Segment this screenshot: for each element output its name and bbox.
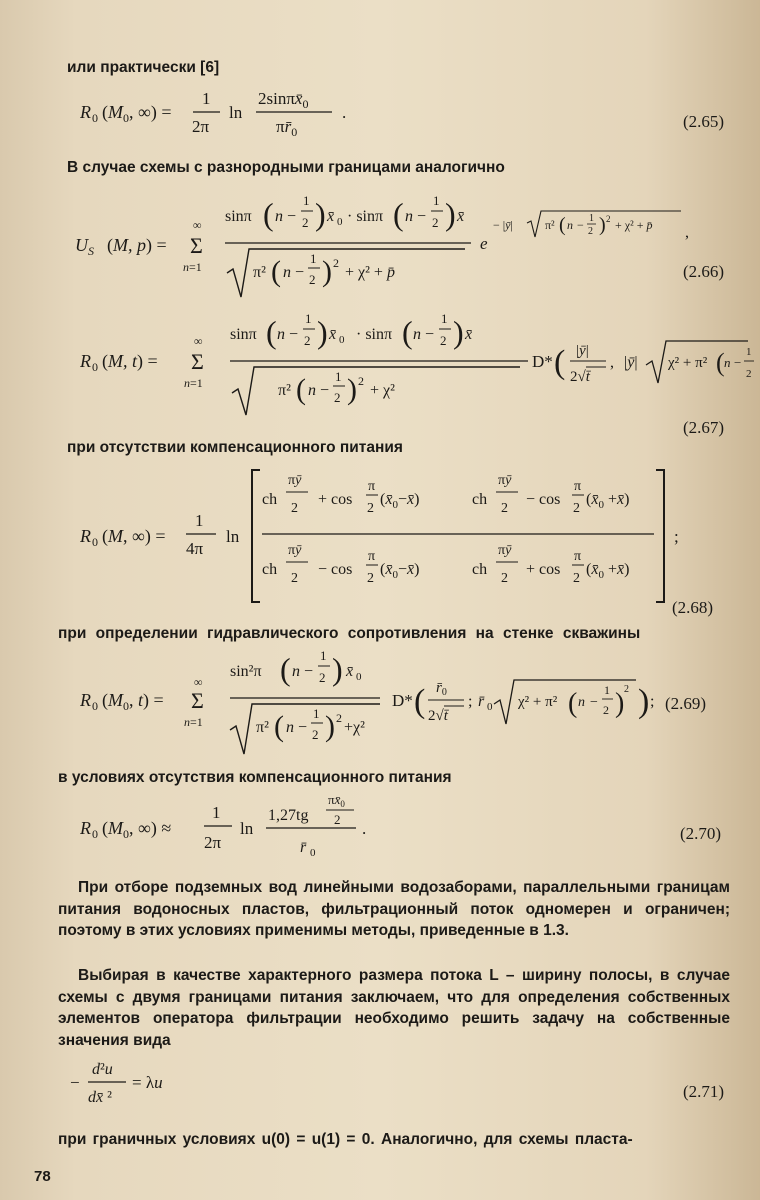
svg-text:2: 2 (367, 501, 374, 516)
svg-text:): ) (445, 196, 456, 232)
svg-text:2: 2 (291, 571, 298, 586)
svg-text:2: 2 (432, 215, 439, 230)
svg-text:−: − (70, 1073, 80, 1092)
svg-text:n: n (578, 695, 585, 710)
svg-text:2: 2 (501, 501, 508, 516)
svg-text:π²: π² (545, 218, 555, 232)
svg-text:2: 2 (336, 711, 342, 725)
svg-text:2: 2 (603, 703, 609, 717)
equation-2-67 (80, 305, 760, 420)
svg-text:): ) (599, 214, 606, 236)
svg-text:0: 0 (337, 216, 343, 228)
svg-text:): ) (347, 373, 357, 406)
svg-text:2: 2 (304, 333, 311, 348)
equation-2-69 (80, 646, 680, 764)
svg-text:.: . (342, 103, 347, 122)
svg-text:−: − (289, 326, 299, 343)
svg-text:+ cos: + cos (318, 491, 353, 508)
svg-text:.: . (362, 819, 367, 838)
svg-text:π: π (368, 479, 376, 494)
equation-number-2-65: (2.65) (683, 112, 725, 131)
svg-text:Σ: Σ (191, 688, 204, 713)
svg-text:π: π (574, 549, 582, 564)
svg-text:π: π (574, 479, 582, 494)
svg-text:(M, ∞) =: (M, ∞) = (102, 526, 166, 546)
svg-text:D*: D* (532, 352, 553, 371)
svg-text:1: 1 (746, 346, 752, 358)
svg-text:0: 0 (356, 671, 362, 683)
svg-text:−: − (417, 208, 427, 225)
svg-text:0: 0 (92, 827, 98, 841)
svg-text:(x̄0−x̄): $(x̄_0-x̄)$ (380, 561, 420, 581)
svg-text:D*: D* (392, 691, 413, 710)
svg-text:ch: ch (472, 561, 488, 578)
equation-2-68 (80, 462, 700, 610)
svg-text:sinπ: sinπ (230, 326, 257, 343)
svg-text:−: − (287, 208, 297, 225)
equation-2-67-tail (740, 340, 760, 390)
svg-text:2: 2 (302, 215, 309, 230)
svg-text:· sinπ: · sinπ (356, 326, 393, 343)
svg-text:n: n (567, 218, 573, 232)
svg-text:(: ( (271, 255, 281, 288)
text-line-no-compensation-2: в условиях отсутствия компенсационного питания (58, 769, 452, 786)
svg-text:2: 2 (501, 571, 508, 586)
svg-text:(: ( (559, 214, 566, 236)
svg-text:x̄: x̄ (327, 208, 335, 225)
svg-text:ln: ln (226, 527, 240, 546)
svg-text:(M0, ∞) =: ($M_0$, ∞) = (102, 102, 172, 125)
svg-text:e: e (480, 234, 488, 253)
text-line-heterogeneous: В случае схемы с разнородными границами аналогично (67, 159, 505, 176)
svg-text:2: 2 (440, 333, 447, 348)
svg-text:+ χ²: + χ² (370, 382, 395, 399)
svg-text:|ȳ|: |ȳ| (576, 343, 589, 359)
svg-text:): ) (325, 710, 335, 743)
svg-text:−: − (734, 355, 742, 370)
svg-text:−: − (425, 326, 435, 343)
svg-text:2: 2 (309, 272, 316, 287)
svg-text:r̄: r̄ (478, 693, 485, 710)
svg-text:(: ( (266, 314, 277, 350)
svg-text:2: 2 (588, 226, 593, 237)
svg-text:): ) (615, 688, 625, 719)
svg-text:1: 1 (202, 89, 211, 108)
svg-text:0: 0 (339, 334, 345, 346)
svg-text:2: 2 (358, 374, 364, 388)
equation-2-65 (80, 82, 380, 142)
svg-text:n=1: n=1 (184, 376, 203, 390)
svg-text:1,27tg: 1,27tg (268, 807, 309, 824)
svg-text:R: R (80, 526, 91, 546)
svg-text:χ² + π²: χ² + π² (668, 355, 708, 371)
svg-text:(: ( (414, 683, 426, 720)
svg-text:2: 2 (606, 214, 611, 224)
svg-text:,: , (685, 224, 689, 241)
svg-text:n: n (292, 663, 300, 680)
svg-text:− cos: − cos (318, 561, 353, 578)
svg-text:US: $U_S$ (75, 235, 94, 258)
svg-text:1: 1 (589, 213, 594, 224)
svg-text:): ) (332, 651, 343, 687)
svg-text:−: − (298, 719, 308, 736)
svg-text:1: 1 (305, 311, 312, 326)
svg-text:): ) (453, 314, 464, 350)
svg-text:(: ( (263, 196, 274, 232)
svg-text:(: ( (280, 651, 291, 687)
svg-text:π²: π² (253, 264, 266, 281)
svg-text:πx̄0: $\pi x̄_0$ (328, 792, 345, 809)
svg-text:): ) (317, 314, 328, 350)
svg-text:ch: ch (472, 491, 488, 508)
svg-text:− |ȳ|: − |ȳ| (493, 218, 513, 232)
svg-text:+ cos: + cos (526, 561, 561, 578)
svg-text:∞: ∞ (194, 675, 203, 689)
svg-text:ln: ln (229, 103, 243, 122)
svg-text:ln: ln (240, 819, 254, 838)
equation-number-2-66: (2.66) (683, 262, 725, 281)
svg-text:1: 1 (335, 369, 342, 384)
svg-text:+ χ² + p̄: + χ² + p̄ (345, 264, 395, 281)
svg-text:d²u: d²u (92, 1061, 113, 1078)
svg-text:ch: ch (262, 491, 278, 508)
svg-text:2: 2 (312, 727, 319, 742)
svg-text:;: ; (650, 693, 655, 710)
svg-text:∞: ∞ (194, 334, 203, 348)
svg-text:2: 2 (573, 501, 580, 516)
svg-text:2π: 2π (192, 117, 210, 136)
svg-text:− cos: − cos (526, 491, 561, 508)
svg-text:x̄: x̄ (329, 326, 337, 343)
svg-text:): ) (638, 683, 650, 720)
svg-text:2sinπx̄0: $2\sin\pi x̄_0$ (258, 89, 309, 111)
svg-text:0: 0 (310, 847, 316, 859)
svg-text:2: 2 (291, 501, 298, 516)
svg-text:πȳ: πȳ (288, 473, 302, 488)
svg-text:2: 2 (573, 571, 580, 586)
svg-text:n=1: n=1 (183, 260, 202, 274)
svg-text:(: ( (402, 314, 413, 350)
svg-text:r̄0: $r̄_0$ (436, 680, 447, 698)
text-line-no-compensation: при отсутствии компенсационного питания (67, 439, 403, 456)
svg-text:2: 2 (334, 390, 341, 405)
svg-text:−: − (295, 264, 305, 281)
svg-text:R: R (80, 351, 91, 371)
text-line-well-resistance: при определении гидравлического сопротивления на стенке скважины (58, 625, 641, 642)
svg-text:χ² + π²: χ² + π² (518, 694, 558, 710)
svg-text:1: 1 (310, 251, 317, 266)
svg-text:n: n (308, 382, 316, 399)
svg-text:1: 1 (604, 683, 610, 697)
svg-text:R: R (80, 102, 91, 122)
svg-text:πȳ: πȳ (498, 473, 512, 488)
svg-text:(x̄0−x̄): $(x̄_0-x̄)$ (380, 491, 420, 511)
equation-number-2-67: (2.67) (683, 418, 725, 437)
svg-text:n: n (286, 719, 294, 736)
svg-text:· sinπ: · sinπ (347, 208, 384, 225)
svg-text:sin²π: sin²π (230, 663, 262, 680)
svg-text:2: 2 (624, 684, 629, 695)
svg-text:n: n (275, 208, 283, 225)
svg-text:πȳ: πȳ (288, 543, 302, 558)
svg-text:(M, p) =: (M, p) = (107, 235, 167, 255)
svg-text:1: 1 (195, 511, 204, 530)
svg-text:(M0, ∞) ≈: ($M_0$, ∞) ≈ (102, 818, 172, 841)
svg-text:π²: π² (278, 382, 291, 399)
svg-text:1: 1 (433, 193, 440, 208)
page-number: 78 (34, 1168, 51, 1185)
equation-number-2-71: (2.71) (683, 1082, 725, 1101)
svg-text:2: 2 (367, 571, 374, 586)
svg-text:(: ( (568, 688, 578, 719)
svg-text:0: 0 (92, 699, 98, 713)
svg-text:2: 2 (319, 670, 326, 685)
equation-number-2-69: (2.69) (665, 694, 707, 713)
svg-text:x̄: x̄ (465, 326, 473, 343)
svg-text:n=1: n=1 (184, 715, 203, 729)
svg-text:(: ( (296, 373, 306, 406)
svg-text:4π: 4π (186, 539, 204, 558)
svg-text:2: 2 (334, 812, 341, 827)
svg-text:(x̄0 +x̄): ($x̄_0$ +x̄) (586, 561, 630, 581)
svg-text:|ȳ|: |ȳ| (624, 354, 638, 371)
svg-text:;: ; (674, 527, 679, 546)
svg-text:(: ( (554, 344, 566, 381)
svg-text:): ) (322, 255, 332, 288)
svg-text:1: 1 (441, 311, 448, 326)
svg-text:−: − (320, 382, 330, 399)
svg-text:0: 0 (92, 360, 98, 374)
svg-text:0: 0 (92, 535, 98, 549)
svg-text:2: 2 (333, 256, 339, 270)
text-line-boundary-conditions: при граничных условиях u(0) = u(1) = 0. Аналогично, для схемы пласта- (58, 1131, 633, 1148)
svg-text:+χ²: +χ² (344, 719, 365, 736)
svg-text:(M0, t) =: ($M_0$, t) = (102, 690, 164, 713)
svg-text:πȳ: πȳ (498, 543, 512, 558)
svg-text:1: 1 (313, 706, 320, 721)
svg-text:ch: ch (262, 561, 278, 578)
svg-text:Σ: Σ (191, 349, 204, 374)
svg-text:2√t̄: 2√t̄ (428, 708, 448, 724)
equation-number-2-70: (2.70) (680, 824, 722, 843)
svg-text:= λu: = λu (132, 1073, 163, 1092)
svg-text:n: n (413, 326, 421, 343)
svg-text:−: − (577, 218, 584, 232)
equation-2-66 (75, 185, 715, 305)
svg-text:−: − (304, 663, 314, 680)
svg-text:−: − (590, 695, 598, 710)
svg-text:0: 0 (92, 111, 98, 125)
svg-text:R: R (80, 818, 91, 838)
svg-text:0: 0 (487, 701, 493, 713)
equation-2-71 (70, 1052, 230, 1116)
paragraph-eigenvalue-problem: Выбирая в качестве характерного размера потока L – ширину полосы, в случае схемы с двумя границами питания заключаем, что для определения собственных элементов оператора фильтрации необходимо решить задачу на собственные значения вида (58, 967, 730, 1049)
svg-text:2: 2 (746, 368, 752, 380)
svg-text:n: n (283, 264, 291, 281)
svg-text:n: n (405, 208, 413, 225)
svg-text:(: ( (274, 710, 284, 743)
svg-text:+ χ² + p̄: + χ² + p̄ (615, 218, 653, 232)
svg-text:(M, t) =: (M, t) = (102, 351, 158, 371)
svg-text:R: R (80, 690, 91, 710)
svg-text:(x̄0 +x̄): ($x̄_0$ +x̄) (586, 491, 630, 511)
svg-text:Σ: Σ (190, 233, 203, 258)
svg-text:n: n (724, 355, 731, 370)
equation-number-2-68: (2.68) (672, 598, 714, 617)
svg-text:(: ( (393, 196, 404, 232)
svg-text:n: n (277, 326, 285, 343)
svg-text:∞: ∞ (193, 218, 202, 232)
svg-text:(: ( (716, 348, 725, 377)
text-line-intro: или практически [6] (67, 59, 220, 76)
svg-text:x̄: x̄ (457, 208, 465, 225)
svg-text:2√t̄: 2√t̄ (570, 369, 590, 385)
svg-text:2π: 2π (204, 833, 222, 852)
svg-text:r̄: r̄ (300, 839, 307, 856)
svg-text:,: , (610, 354, 614, 371)
svg-text:dx̄ ²: dx̄ ² (88, 1089, 112, 1106)
svg-text:1: 1 (212, 803, 221, 822)
equation-2-70 (80, 790, 400, 870)
svg-text:sinπ: sinπ (225, 208, 252, 225)
svg-text:π: π (368, 549, 376, 564)
svg-text:1: 1 (320, 648, 327, 663)
svg-text:1: 1 (303, 193, 310, 208)
svg-text:πr̄0: $\pi r̄_0$ (276, 117, 298, 139)
svg-text:π²: π² (256, 719, 269, 736)
paragraph-linear-intakes: При отборе подземных вод линейными водозаборами, параллельными границам питания водоносных пластов, фильтрационный поток одномерен и ограничен; поэтому в этих условиях применимы методы, приведенные в 1.3. (58, 879, 730, 939)
svg-text:;: ; (468, 693, 473, 710)
svg-text:): ) (315, 196, 326, 232)
svg-text:x̄: x̄ (346, 663, 354, 680)
